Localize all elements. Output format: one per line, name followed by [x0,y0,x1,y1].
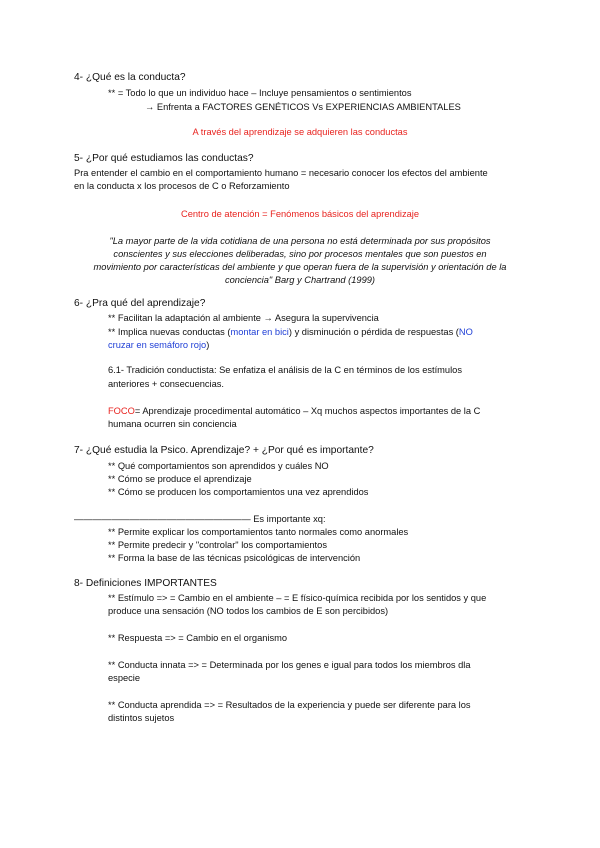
section-7-bullet-2: ** Cómo se produce el aprendizaje [108,474,252,484]
section-7-bullet-1: ** Qué comportamientos son aprendidos y cuáles NO [108,461,329,471]
foco-line-1 [108,405,480,417]
definition-estimulo-2: produce una sensación (NO todos los cambios de E son percibidos) [108,606,389,616]
foco-line-2: humana ocurren sin conciencia [108,419,237,429]
quote-line-1: "La mayor parte de la vida cotidiana de una persona no está determinada por sus propósitos [109,236,491,246]
section-8-heading: 8- Definiciones IMPORTANTES [74,578,217,589]
section-6-heading: 6- ¿Pra qué del aprendizaje? [74,298,206,309]
section-6-bullet-2-cont [108,339,209,351]
section-6-bullet-2 [108,326,473,338]
section-5-heading: 5- ¿Por qué estudiamos las conductas? [74,153,254,164]
section-7-bullet-3: ** Cómo se producen los comportamientos una vez aprendidos [108,487,369,497]
section-5-line-1: Pra entender el cambio en el comportamiento humano = necesario conocer los efectos del ambiente [74,168,488,178]
section-7-importance-3: ** Forma la base de las técnicas psicológicas de intervención [108,553,361,563]
section-4-line-1: ** = Todo lo que un individuo hace – Incluye pensamientos o sentimientos [108,88,412,98]
definition-innata-1: ** Conducta innata => = Determinada por los genes e igual para todos los miembros dla [108,660,471,670]
section-7-importance-1: ** Permite explicar los comportamientos tanto normales como anormales [108,527,409,537]
section-4-heading: 4- ¿Qué es la conducta? [74,72,186,83]
section-4-line-2: → Enfrenta a FACTORES GENÉTICOS Vs EXPERIENCIAS AMBIENTALES [145,102,461,112]
section-7-heading: 7- ¿Qué estudia la Psico. Aprendizaje? + ¿Por qué es importante? [74,445,374,456]
foco-text: = Aprendizaje procedimental automático – Xq muchos aspectos importantes de la C [134,406,481,416]
quote-line-4: conciencia" Barg y Chartrand (1999) [224,275,376,285]
section-6-bullet-1: ** Facilitan la adaptación al ambiente → Asegura la supervivencia [108,313,379,323]
section-7-importance-2: ** Permite predecir y "controlar" los comportamientos [108,540,327,550]
definition-estimulo-1: ** Estímulo => = Cambio en el ambiente – = E físico-química recibida por los sentidos y que [108,593,487,603]
section-5-line-2: en la conducta x los procesos de C o Reforzamiento [74,181,290,191]
quote-line-2: conscientes y sus elecciones deliberadas, sino por procesos mentales que son puestos en [113,249,487,259]
bullet-2-close: ) [206,340,210,350]
bullet-2-example-1: montar en bici [230,327,289,337]
definition-aprendida-1: ** Conducta aprendida => = Resultados de la experiencia y puede ser diferente para los [108,700,471,710]
bullet-2-example-2b: cruzar en semáforo rojo [108,340,207,350]
section-6-1-line-2: anteriores + consecuencias. [108,379,225,389]
section-7-separator: ——————————————————— Es importante xq: [74,514,326,524]
section-4-highlight: A través del aprendizaje se adquieren las conductas [192,127,408,137]
definition-aprendida-2: distintos sujetos [108,713,175,723]
quote-line-3: movimiento por características del ambiente y que operan fuera de la supervisión y orientación de la [93,262,507,272]
bullet-2-example-2a: NO [458,327,473,337]
section-6-1-line-1: 6.1- Tradición conductista: Se enfatiza el análisis de la C en términos de los estímulos [108,365,462,375]
section-5-highlight: Centro de atención = Fenómenos básicos del aprendizaje [181,209,419,219]
foco-label: FOCO [108,406,135,416]
bullet-2-text-b: ) y disminución o pérdida de respuestas ( [288,327,459,337]
definition-respuesta: ** Respuesta => = Cambio en el organismo [108,633,288,643]
definition-innata-2: especie [108,673,141,683]
bullet-2-text-a: ** Implica nuevas conductas ( [108,327,231,337]
